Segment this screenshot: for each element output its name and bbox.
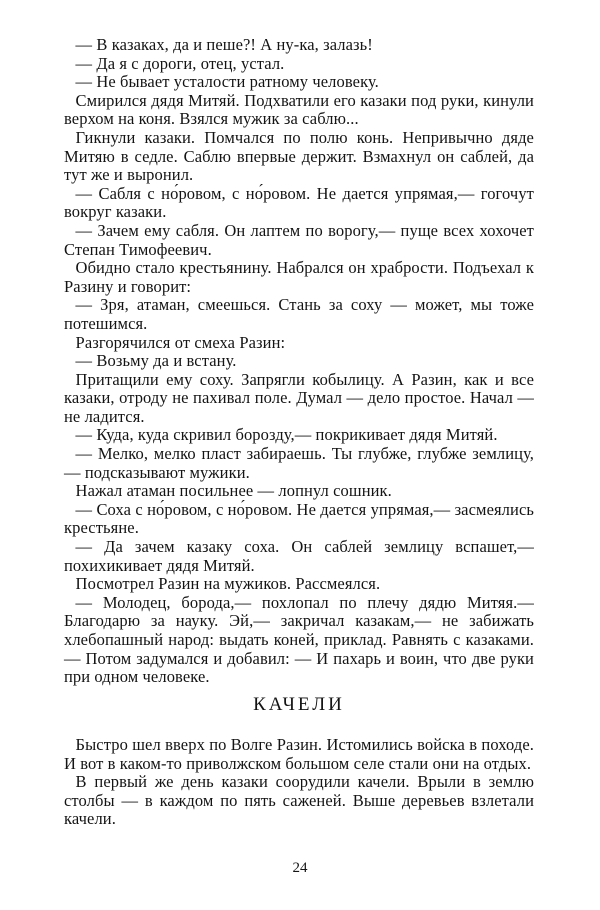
paragraph: — Молодец, борода,— похлопал по плечу дядю Митяя.— Благодарю за науку. Эй,— закричал казакам,— не забижать хлебопашный народ: выдать коней, приклад. Равнять с казаками.— Потом задумался и добавил: — И пахарь и воин, что две руки при одном человеке.	[64, 592, 534, 687]
paragraph: — Куда, куда скривил борозду,— покрикивает дядя Митяй.	[75, 425, 498, 445]
paragraph: Смирился дядя Митяй. Подхватили его казаки под руки, кинули верхом на коня. Взялся мужик за саблю...	[64, 90, 534, 129]
paragraph: Гикнули казаки. Помчался по полю конь. Непривычно дяде Митяю в седле. Саблю впервые держит. Взмахнул он саблей, да тут же и выронил.	[64, 127, 534, 185]
paragraph: Обидно стало крестьянину. Набрался он храбрости. Подъехал к Разину и говорит:	[64, 258, 534, 296]
paragraph: — Да зачем казаку соха. Он саблей землицу вспашет,— похихикивает дядя Митяй.	[64, 537, 534, 575]
paragraph: Разгорячился от смеха Разин:	[75, 332, 286, 352]
paragraph: — Зачем ему сабля. Он лаптем по ворогу,— пуще всех хохочет Степан Тимофеевич.	[64, 220, 534, 259]
paragraph: Быстро шел вверх по Волге Разин. Истомились войска в походе. И вот в каком-то приволжском большом селе стали они на отдых.	[64, 735, 534, 773]
paragraph: В первый же день казаки соорудили качели. Врыли в землю столбы — в каждом по пять саженей. Выше деревьев взлетали качели.	[64, 772, 534, 829]
paragraph: — В казаках, да и пеше?! А ну-ка, залазь!	[75, 35, 373, 54]
text-block-dialogue	[64, 36, 534, 687]
paragraph: — Не бывает усталости ратному человеку.	[75, 72, 379, 92]
paragraph: Посмотрел Разин на мужиков. Рассмеялся.	[75, 574, 381, 594]
page-number: 24	[292, 860, 308, 876]
paragraph: — Соха с но́ровом, с но́ровом. Не дается упрямая,— засмеялись крестьяне.	[64, 499, 534, 538]
chapter-title: КАЧЕЛИ	[253, 694, 345, 715]
paragraph: Притащили ему соху. Запрягли кобылицу. А Разин, как и все казаки, отроду не пахивал поле. Думал — дело простое. Начал — не ладится.	[64, 369, 534, 426]
text-block-chapter	[64, 736, 534, 829]
paragraph: Нажал атаман посильнее — лопнул сошник.	[75, 481, 392, 501]
paragraph: — Возьму да и встану.	[75, 351, 237, 371]
paragraph: — Зря, атаман, смеешься. Стань за соху — может, мы тоже потешимся.	[64, 295, 534, 333]
paragraph: — Сабля с но́ровом, с но́ровом. Не дается упрямая,— гогочут вокруг казаки.	[64, 183, 534, 222]
paragraph: — Да я с дороги, отец, устал.	[75, 53, 285, 73]
paragraph: — Мелко, мелко пласт забираешь. Ты глубже, глубже землицу,— подсказывают мужики.	[64, 444, 534, 482]
